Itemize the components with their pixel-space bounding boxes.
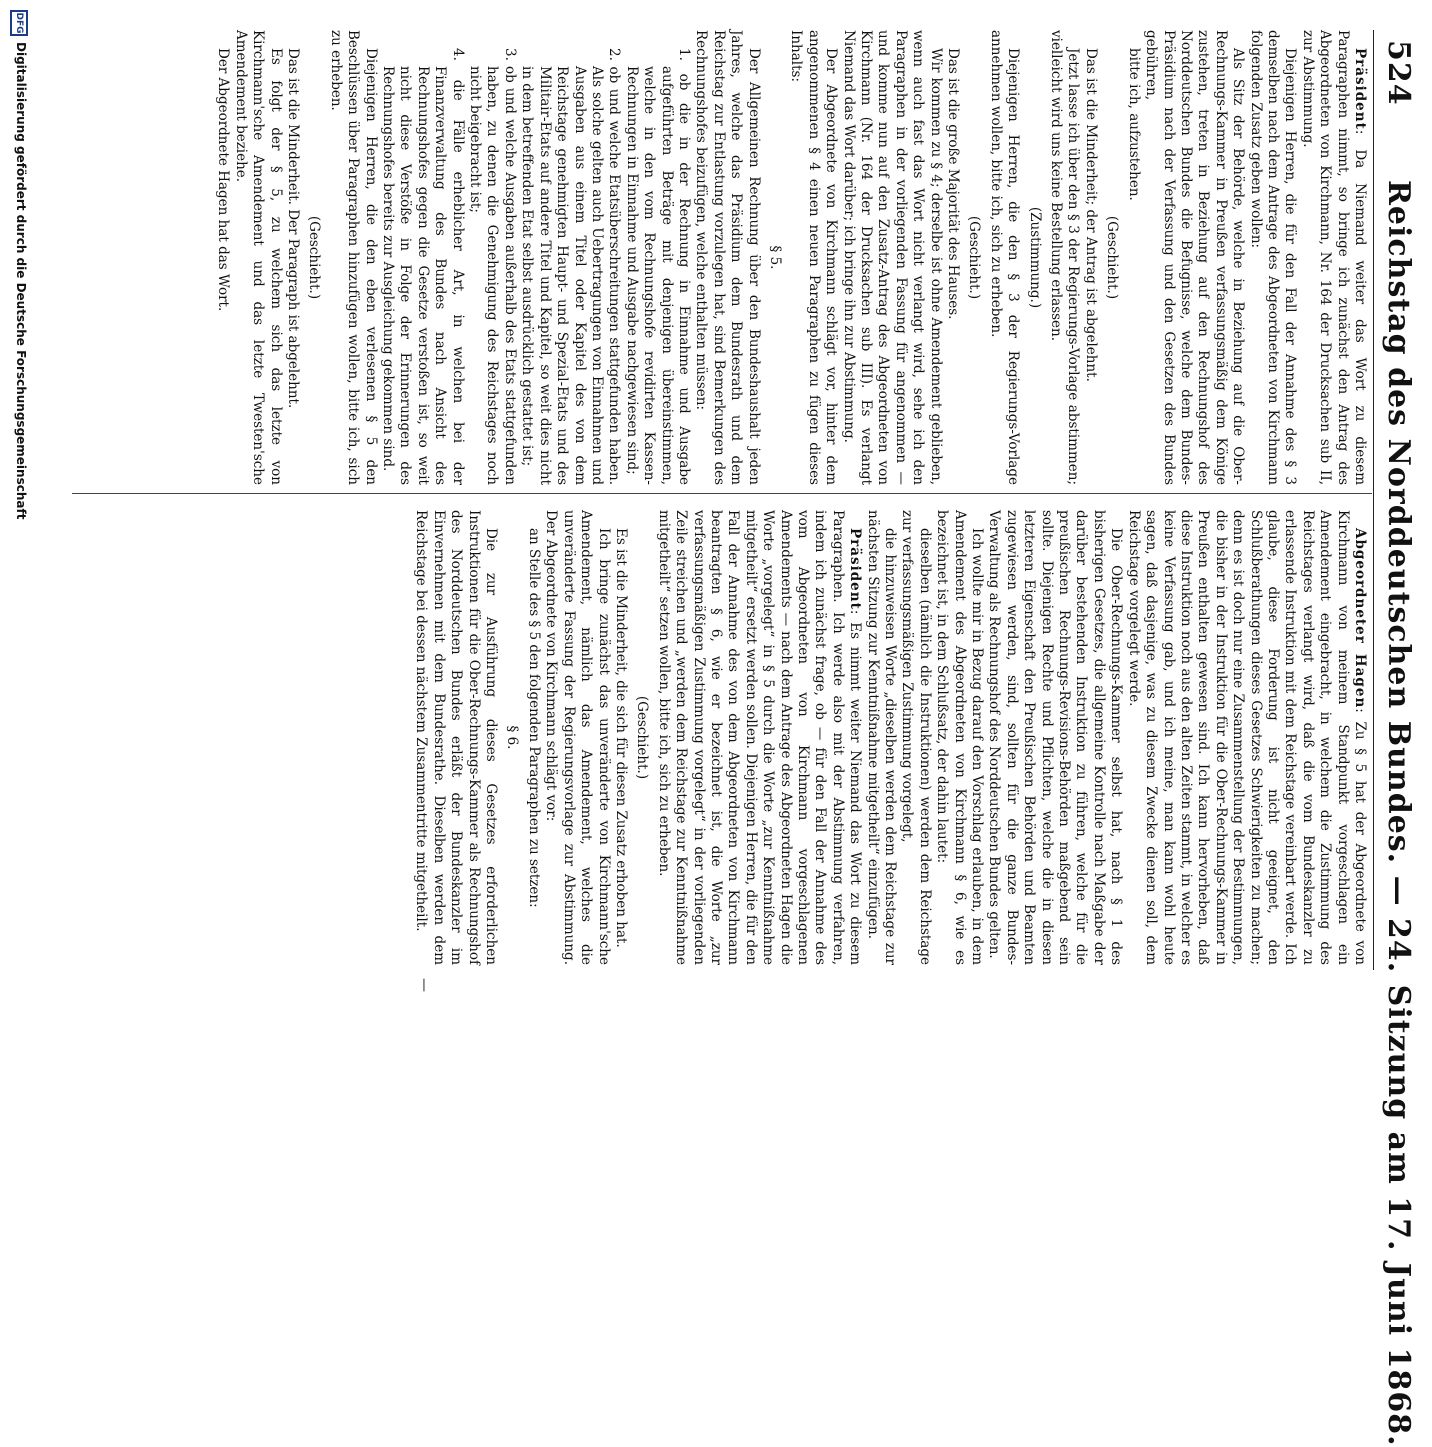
- dfg-logo-icon: DFG: [10, 10, 28, 36]
- speech-text: : Es nimmt weiter Niemand das Wort zu diesem Paragraphen. Ich werde also mit der Abstimmung verfahren, indem ich zunächst frage, ob — für den Fall der Annahme des vom Abgeordneten von Kirchmann vorgeschlagenen Amendements — nach dem Antrage des Abgeordneten Hagen die Worte „vorgelegt“ in § 5 durch die Worte „zur Kenntnißnahme mitgetheilt“ ersetzt werden sollen. Diejenigen Herren, die für den Fall der Annahme des von dem Abgeordneten von Kirchmann beantragten § 6, wie er bezeichnet ist, die Worte „zur verfassungsmäßigen Zustimmung vorgelegt“ in der vorliegenden Zeile streichen und „werden dem Reichstage zur Kenntnißnahme mitgetheilt“ setzen wollen, bitte ich, sich zu erheben.: [655, 510, 864, 965]
- body-paragraph: Diejenigen Herren, die für den Fall der Annahme des § 3 demselben nach dem Antrage des Abgeordneten von Kirchmann folgenden Zusatz geben wollen:: [1247, 30, 1299, 485]
- speech-paragraph: [1298, 30, 1368, 485]
- section-marker: § 5.: [767, 245, 783, 270]
- column-divider: [72, 493, 1372, 494]
- body-paragraph: Diejenigen Herren, die den eben verlesenen § 5 den Beschlüssen über Paragraphen hinzufügen wollen, bitte ich, sich zu erheben.: [327, 30, 379, 485]
- section-marker: § 6.: [504, 725, 521, 750]
- body-paragraph: Es ist die Minderheit, die sich für diesen Zusatz erhoben hat.: [612, 528, 629, 948]
- speaker-name: Präsident: [1352, 48, 1368, 130]
- speaker-name: Präsident: [847, 528, 864, 610]
- body-paragraph: Ich bringe zunächst das unveränderte von Kirchmann'sche Amendement, nämlich das Amendement, welches die unveränderte Fassung der Regierungsvorlage zur Abstimmung. Der Abgeordnete von Kirchmann schlägt vor:: [543, 510, 612, 965]
- body-paragraph: die hinzuweisen Worte „dieselben werden dem Reichstage zur nächsten Sitzung zur Kenntnißnahme mitgetheilt“ einzufügen.: [864, 510, 899, 965]
- footer-credit: Digitalisierung gefördert durch die Deutsche Forschungsgemeinschaft: [14, 42, 28, 520]
- running-title: Reichstag des Norddeutschen Bundes. — 24. Sitzung am 17. Juni 1868.: [1381, 180, 1416, 1447]
- speech-text: : Da Niemand weiter das Wort zu diesem Paragraphen nimmt, so bringe ich zunächst den Antrag des Abgeordneten von Kirchmann, Nr. 164 der Drucksachen sub II, zur Abstimmung.: [1299, 30, 1368, 485]
- speech-paragraph: [1124, 510, 1368, 965]
- body-paragraph: Als Sitz der Behörde, welche in Beziehung auf die Ober-Rechnungs-Kammer in Preußen verfassungsmäßig dem Könige zustehen, treten in Beziehung auf den Rechnungshof des Norddeutschen Bundes die Befugnisse, welche dem Bundes-Präsidium nach der Verfassung und den Gesetzen des Bundes gebühren,: [1143, 30, 1247, 485]
- speech-paragraph: [654, 510, 863, 965]
- section-marker: (Zustimmung.): [1026, 206, 1043, 309]
- body-paragraph: Ich wollte mir in Bezug darauf den Vorschlag erlauben, in dem Amendement des Abgeordneten von Kirchmann § 6, wie es bezeichnet ist, in dem Schlußsatz, der dahin lautet:: [934, 510, 986, 965]
- body-paragraph: Das ist die Minderheit; der Antrag ist abgelehnt.: [1082, 48, 1099, 382]
- header-rule: [1373, 30, 1374, 970]
- body-paragraph: Das ist die Minderheit. Der Paragraph ist abgelehnt.: [285, 48, 302, 409]
- section-marker: (Geschieht.): [1104, 215, 1121, 300]
- section-marker: (Geschieht.): [306, 215, 323, 300]
- body-paragraph: Der Allgemeinen Rechnung über den Bundeshaushalt jeden Jahres, welche das Präsidium dem Bundesrath und dem Reichstag zur Entlastung vorzulegen hat, sind Bemerkungen des Rechnungshofes beizufügen, welche enthalten müssen:: [693, 30, 762, 485]
- page-header: [1372, 30, 1422, 1447]
- left-column: [214, 30, 1368, 485]
- body-paragraph: Es folgt der § 5, zu welchem sich das letzte von Kirchmann'sche Amendement und das letzte Twesten'sche Amendement beziehe.: [232, 30, 284, 485]
- list-item: 3. ob und welche Ausgaben außerhalb des Etats stattgefunden haben, zu denen die Genehmigung des Reichstages noch nicht beigebracht ist;: [467, 48, 518, 485]
- right-column: [412, 510, 1368, 965]
- body-paragraph: an Stelle des § 5 den folgenden Paragraphen zu setzen:: [525, 528, 542, 908]
- body-paragraph: dieselben (nämlich die Instruktionen) werden dem Reichstage zur verfassungsmäßigen Zustimmung vorgelegt,: [899, 510, 933, 965]
- list-item: 2. ob und welche Etatsüberschreitungen stattgefunden haben. Als solche gelten auch Uebertragungen von Einnahmen und Ausgaben aus einem Titel oder Kapitel des von dem Reichstage genehmigten Haupt- und Spezial-Etats und des Militair-Etats auf andere Titel und Kapitel, so weit dies nicht in dem betreffenden Etat selbst ausdrücklich gestattet ist;: [519, 48, 623, 485]
- body-paragraph: Der Abgeordnete Hagen hat das Wort.: [215, 48, 232, 312]
- list-item: 4. die Fälle erheblicher Art, in welchen bei der Finanzverwaltung des Bundes nach Ansicht des Rechnungshofes gegen die Gesetze verstoßen ist, so weit nicht diese Verstöße in Folge der Erinnerungen des Rechnungshofes bereits zur Ausgleichung gekommen sind.: [380, 48, 466, 485]
- body-paragraph: Diejenigen Herren, die den § 3 der Regierungs-Vorlage annehmen wollen, bitte ich, sich zu erheben.: [987, 30, 1022, 485]
- body-paragraph: Jetzt lasse ich über den § 3 der Regierungs-Vorlage abstimmen; vielleicht wird uns keine Bestellung erlassen.: [1048, 30, 1082, 485]
- speaker-name: Abgeordneter Hagen: [1352, 528, 1368, 709]
- body-paragraph: bitte ich, aufzustehen.: [1125, 48, 1142, 201]
- page-footer: [2, 0, 32, 1000]
- body-paragraph: Wir kommen zu § 4; derselbe ist ohne Amendement geblieben, wenn auch fast das Wort nicht verlangt wird, sehe ich den Paragraphen in der vorliegenden Fassung für angenommen — und komme nun auf den Zusatz-Antrag des Abgeordneten von Kirchmann (Nr. 164 der Drucksachen sub III). Es verlangt Niemand das Wort darüber; ich bringe ihn zur Abstimmung.: [840, 30, 944, 485]
- body-paragraph: Das ist die große Majorität des Hauses.: [945, 48, 962, 320]
- list-item: 1. ob die in der Rechnung in Einnahme und Ausgabe aufgeführten Beträge mit denjenigen übereinstimmen, welche in den vom Rechnungshofe revidirten Kassen-Rechnungen in Einnahme und Ausgabe nachgewiesen sind;: [623, 48, 692, 485]
- speech-text: : Zu § 5 hat der Abgeordnete von Kirchmann von meinem Standpunkt vorgeschlagen ein Amendement eingebracht, in welchem die Zustimmung des Reichstages verlangt wird, daß die vom Bundeskanzler zu erlassende Instruktion mit dem Reichstage vereinbart werde. Ich glaube, diese Forderung ist nicht geeignet, den Schlußberathungen dieses Gesetzes Schwierigkeiten zu machen; denn es ist doch nur eine Zusammenstellung der Bestimmungen, die bisher in der Instruktion für die Ober-Rechnungs-Kammer in Preußen enthalten gewesen sind. Ich kann hervorheben, daß diese Instruktion noch aus den alten Zeiten stammt, in welcher es keine Verfassung gab, und ich meine, man kann wohl heute sagen, daß dasjenige, was zu diesem Zwecke dienen soll, dem Reichstage vorgelegt werde.: [1125, 510, 1368, 966]
- body-paragraph: Die zur Ausführung dieses Gesetzes erforderlichen Instruktionen für die Ober-Rechnungs-Kammer als Rechnungshof des Norddeutschen Bundes erläßt der Bundeskanzler im Einvernehmen mit dem Bundesrathe. Dieselben werden dem Reichstage bei dessen nächstem Zusammentritte mitgetheilt.: [413, 510, 500, 965]
- section-marker: (Geschieht.): [634, 695, 651, 780]
- page-number: 524: [1381, 40, 1416, 106]
- body-paragraph: Die Ober-Rechnungs-Kammer selbst hat, nach § 1 des bisherigen Gesetzes, die allgemeine Kontrolle nach Maßgabe der darüber bestehenden Instruktion zu führen, welche für die preußischen Rechnungs-Revisions-Behörden maßgebend sein sollte. Diejenigen Rechte und Pflichten, welche die in diesen letzteren Eigenschaft den Preußischen Behörden und Beamten zugewiesen werden, sind, sollten für die ganze Bundes-Verwaltung als Rechnungshof des Norddeutschen Bundes gelten.: [986, 510, 1125, 965]
- margin-mark: —: [416, 978, 432, 992]
- body-paragraph: Der Abgeordnete von Kirchmann schlägt vor, hinter dem angenommenen § 4 einen neuen Paragraphen zu fügen dieses Inhalts:: [788, 30, 840, 485]
- section-marker: (Geschieht.): [966, 215, 983, 300]
